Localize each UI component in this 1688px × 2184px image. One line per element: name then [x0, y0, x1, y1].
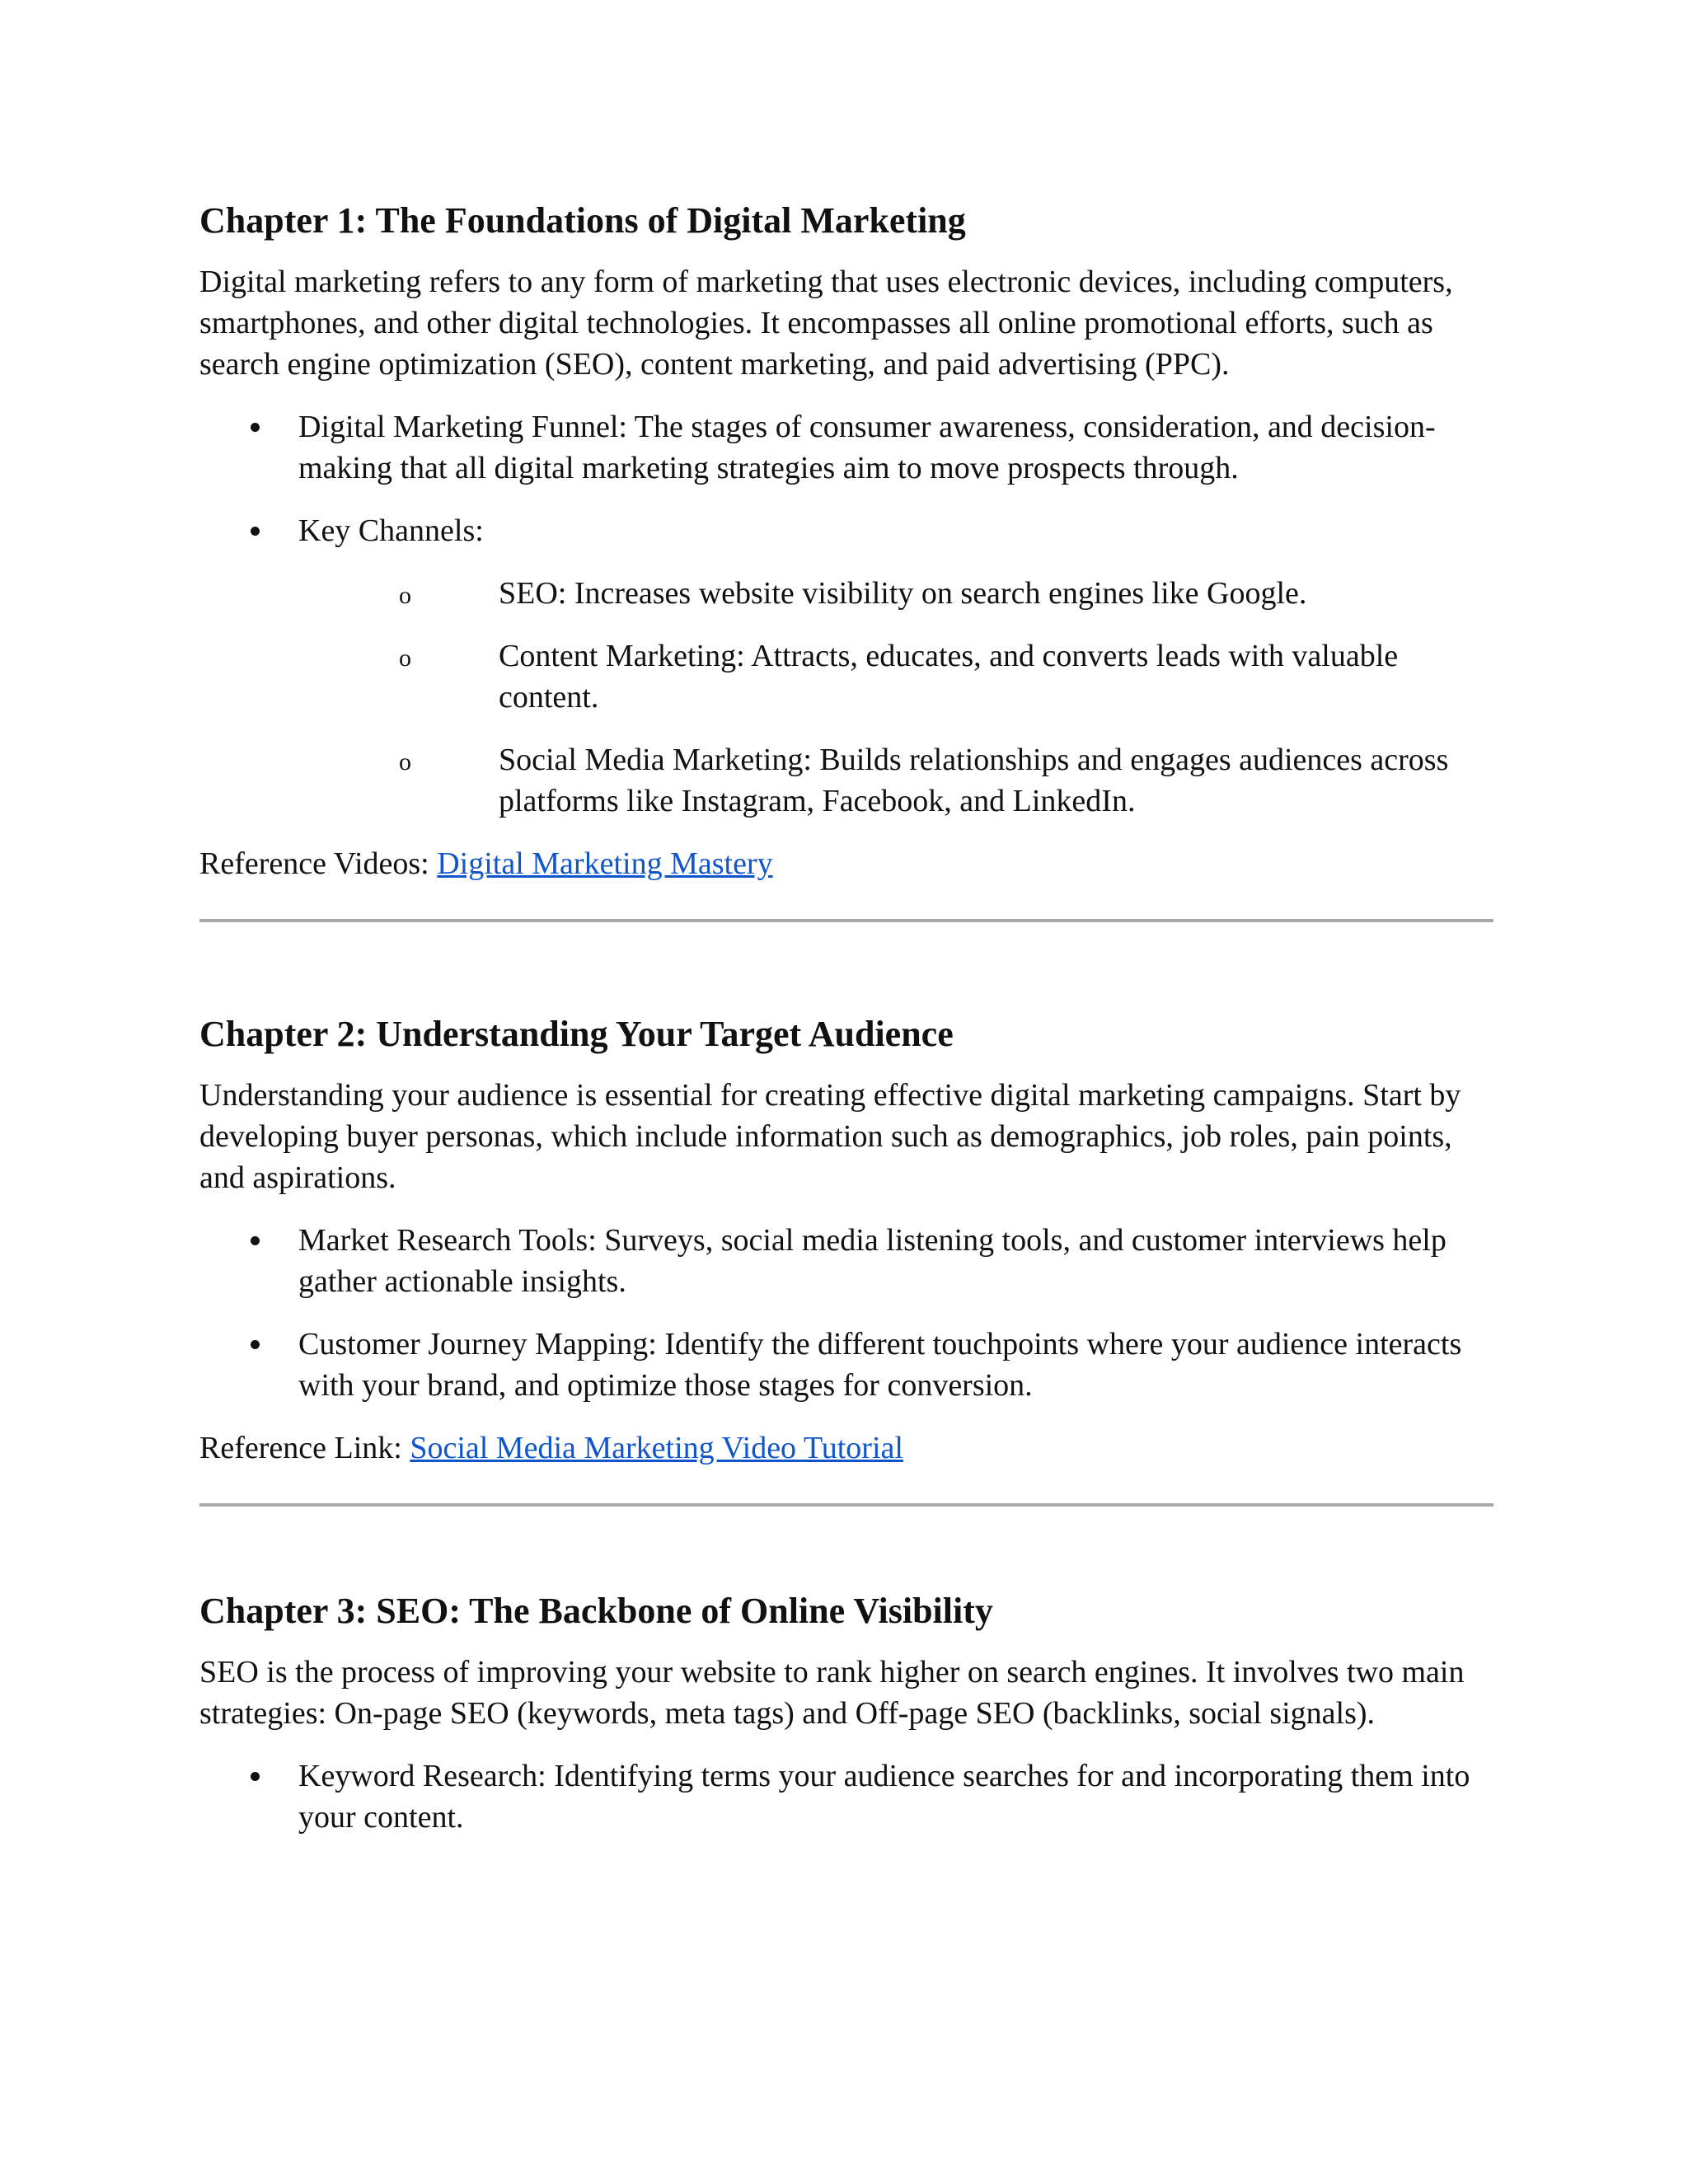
bullet-dot-icon: [251, 1772, 260, 1781]
sub-list-item: [399, 635, 1493, 718]
reference-link[interactable]: Digital Marketing Mastery: [437, 846, 773, 881]
chapter-2-bullet-list: [199, 1220, 1493, 1406]
circle-bullet-icon: o: [399, 748, 411, 776]
list-item-text: Customer Journey Mapping: Identify the different touchpoints where your audience interacts with your brand, and optimize those stages for conversion.: [298, 1327, 1462, 1403]
chapter-3-title: Chapter 3: SEO: The Backbone of Online Visibility: [199, 1591, 993, 1631]
list-item: [199, 510, 1493, 551]
bullet-dot-icon: [251, 527, 260, 536]
chapter-1-title: Chapter 1: The Foundations of Digital Marketing: [199, 200, 966, 241]
chapter-2-title: Chapter 2: Understanding Your Target Audience: [199, 1014, 954, 1054]
bullet-dot-icon: [251, 1236, 260, 1245]
list-item: [199, 1324, 1493, 1406]
sub-list-item-text: Content Marketing: Attracts, educates, and converts leads with valuable content.: [499, 639, 1399, 715]
chapter-1: [199, 198, 1493, 922]
sub-list-item-text: Social Media Marketing: Builds relationships and engages audiences across platforms like Instagram, Facebook, and LinkedIn.: [499, 743, 1449, 818]
chapter-3: [199, 1588, 1493, 1838]
chapter-3-intro: SEO is the process of improving your website to rank higher on search engines. It involves two main strategies: On-page SEO (keywords, meta tags) and Off-page SEO (backlinks, social signals).: [199, 1655, 1465, 1731]
section-spacer: [199, 922, 1493, 1011]
chapter-1-sub-list: [199, 573, 1493, 822]
list-item-text: Key Channels:: [298, 513, 484, 548]
circle-bullet-icon: o: [399, 644, 411, 672]
list-item: [199, 1220, 1493, 1302]
list-item-text: Keyword Research: Identifying terms your audience searches for and incorporating them into your content.: [298, 1759, 1470, 1835]
chapter-2: [199, 1011, 1493, 1507]
list-item: [199, 406, 1493, 489]
sub-list-item-text: SEO: Increases website visibility on search engines like Google.: [499, 576, 1307, 611]
chapter-1-intro: Digital marketing refers to any form of marketing that uses electronic devices, including computers, smartphones, and other digital technologies. It encompasses all online promotional efforts, such as search engine optimization (SEO), content marketing, and paid advertising (PPC).: [199, 265, 1453, 382]
chapter-2-reference: [199, 1427, 1493, 1469]
chapter-1-reference: [199, 843, 1493, 884]
sub-list-item: [399, 573, 1493, 614]
list-item: [199, 1755, 1493, 1838]
chapter-3-bullet-list: [199, 1755, 1493, 1838]
chapter-1-bullet-list: [199, 406, 1493, 551]
bullet-dot-icon: [251, 1340, 260, 1349]
bullet-dot-icon: [251, 423, 260, 432]
reference-link[interactable]: Social Media Marketing Video Tutorial: [410, 1431, 903, 1465]
section-spacer: [199, 1507, 1493, 1588]
reference-label: Reference Link:: [199, 1431, 410, 1465]
list-item-text: Market Research Tools: Surveys, social media listening tools, and customer interviews help gather actionable insights.: [298, 1223, 1447, 1299]
document-body: [199, 165, 1493, 1859]
circle-bullet-icon: o: [399, 582, 411, 609]
chapter-2-intro: Understanding your audience is essential for creating effective digital marketing campaigns. Start by developing buyer personas, which include information such as demographics, job roles, pain points, and aspirations.: [199, 1078, 1461, 1195]
reference-label: Reference Videos:: [199, 846, 438, 881]
list-item-text: Digital Marketing Funnel: The stages of consumer awareness, consideration, and decision-making that all digital marketing strategies aim to move prospects through.: [298, 410, 1436, 485]
sub-list-item: [399, 739, 1493, 822]
